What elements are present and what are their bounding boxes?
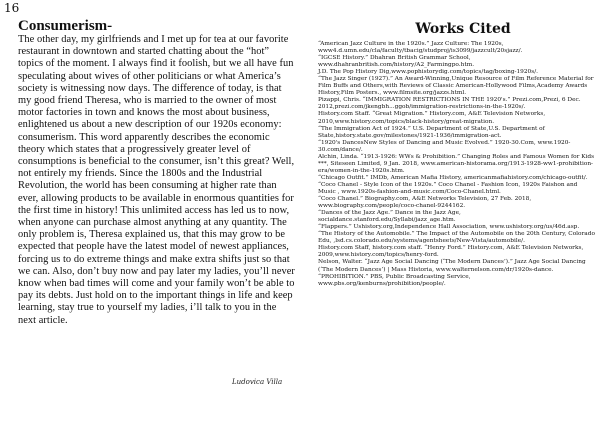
citation-list (318, 41, 596, 288)
citation-item: Pizappi, Chris. “IMMIGRATION RESTRICTIONS IN THE 1920's.” Prezi.com,Prezi, 6 Dec. 2012,prezi.com/jkengbh...ggob/immigration-restrictions-in-the-1920s/. (318, 97, 581, 111)
citation-item: “IGCSE History.” Dhahran British Grammar School, www.dhahranbritish.com/history/A2_Farmingpo.htm. (318, 55, 475, 69)
citation-item: History.com Staff, history.com staff. “Henry Ford.” History.com, A&E Television Networks, 2009,www.history.com/topics/henry-ford. (318, 245, 584, 259)
article-body: The other day, my girlfriends and I met up for tea at our favorite restaurant in downtown and started chatting about the “hot” topics of the moment. I always find it foolish, but we all have fun speculating about wives of other politicians or what America’s society is witnessing now days. The difference of today, is that my good friend Theresa, who is married to the owner of most motor factories in town and knows the most about business, enlightened us about a new description of our 1920s economy: consumerism. This word apparently describes the economic theory which states that a progressively greater level of consumptions is beneficial to the consumer, isn’t this great? Well, not entirely my friends. Since the 1800s and the Industrial Revolution, the world has been consuming at higher rate than ever, allowing products to be available in enormous quantities for the first time in history! This unlimited access has led us to now, when anyone can purchase almost anything at any quantity. The only problem is, Theresa explained us, that this may grow to be expected that people have the latest model of newest appliances, forcing us to do extreme things and make extra shifts just so that we can. Also, don’t buy now and pay later my ladies, you’ll never know when bad times will come and your family won’t be able to pay its debts. Just hold on to the important things in life and keep learning, stay true to yourself my ladies, i’ll talk to you in the next article. (18, 34, 295, 326)
citation-item: “Flappers.” Ushistory.org,Independence Hall Association, www.ushistory.org/us/46d.asp. (318, 224, 580, 231)
citation-item: “The Jazz Singer (1927).” An Award-Winning,Unique Resource of Film Reference Material for Film Buffs and Others,with Reviews of Classic American-Hollywood Films,Academy Awards History,Film Posters., www.filmsite.org/jazzs.html. (318, 76, 594, 97)
citation-item: “The Immigration Act of 1924.” U.S. Department of State,U.S. Department of State,history.state.gov/milestones/1921-1936/immigration-act. (318, 125, 545, 139)
citation-item: “American Jazz Culture in the 1920s.” Jazz Culture: The 1920s, www4.d.umn.edu/cla/faculty/tbacig/studproj/is3099/jazzcult/20sjazz/. (318, 41, 523, 55)
citation-item: “PROHIBITION.” PBS, Public Broadcasting Service, www.pbs.org/kenburns/prohibition/people/. (318, 273, 471, 287)
page-number: 16 (4, 1, 20, 15)
citation-item: “Coco Chanel.” Biography.com, A&E Networks Television, 27 Feb. 2018, www.biography.com/people/coco-chanel-9244162. (318, 196, 532, 210)
citation-item: “Coco Chanel - Style Icon of the 1920s.” Coco Chanel - Fashion Icon, 1920s Faishon and Music , www.1920s-fashion-and-music.com/Coco-Chanel.html. (318, 181, 578, 195)
citation-item: Alchin, Linda. “1913-1926: WWs & Prohibition.” Changing Roles and Famous Women for Kids ***, Siteseen Limited, 9 Jan. 2018, www.american-historama.org/1913-1928-ww1-prohibition-era/women-in-the-1920s.htm. (318, 153, 595, 174)
citation-item: Nelson, Walter. “Jazz Age Social Dancing (‘The Modern Dances’).” Jazz Age Social Dancing (‘The Modern Dances’) | Mass Historia, www.walternelson.com/dr/1920s-dance. (318, 259, 586, 273)
works-cited-column (318, 22, 596, 288)
citation-item: “1920's DancesNew Styles of Dancing and Music Evolved.” 1920-30.Com, www.1920-30.com/dance/. (318, 139, 571, 153)
works-cited-title: Works Cited (415, 21, 511, 37)
citation-item: “The History of the Automobile.” The Impact of the Automobile on the 20th Century, Colorado Edu, ,lsd.cs.colorado.edu/systems/agentsheets/New-Vista/automobile/. (318, 231, 595, 245)
author-signature: Ludovica Villa (232, 378, 283, 386)
article-column (18, 19, 296, 327)
citation-item: History.com Staff. “Great Migration.” History.com, A&E Television Networks, 2010,www.history.com/topics/black-history/great-migration. (318, 111, 546, 125)
citation-item: “Dances of the Jazz Age.” Dance in the Jazz Age, socialdance.stanford.edu/Syllabi/jazz_age.htm. (318, 210, 461, 224)
citation-item: J.D. The Pop History Dig,www.pophistorydig.com/topics/tag/boxing-1920s/. (318, 69, 539, 76)
citation-item: “Chicago Outfit.” IMDb, American Mafia History, americanmafiahistory.com/chicago-outfit/. (318, 174, 588, 181)
article-title: Consumerism- (18, 18, 113, 34)
